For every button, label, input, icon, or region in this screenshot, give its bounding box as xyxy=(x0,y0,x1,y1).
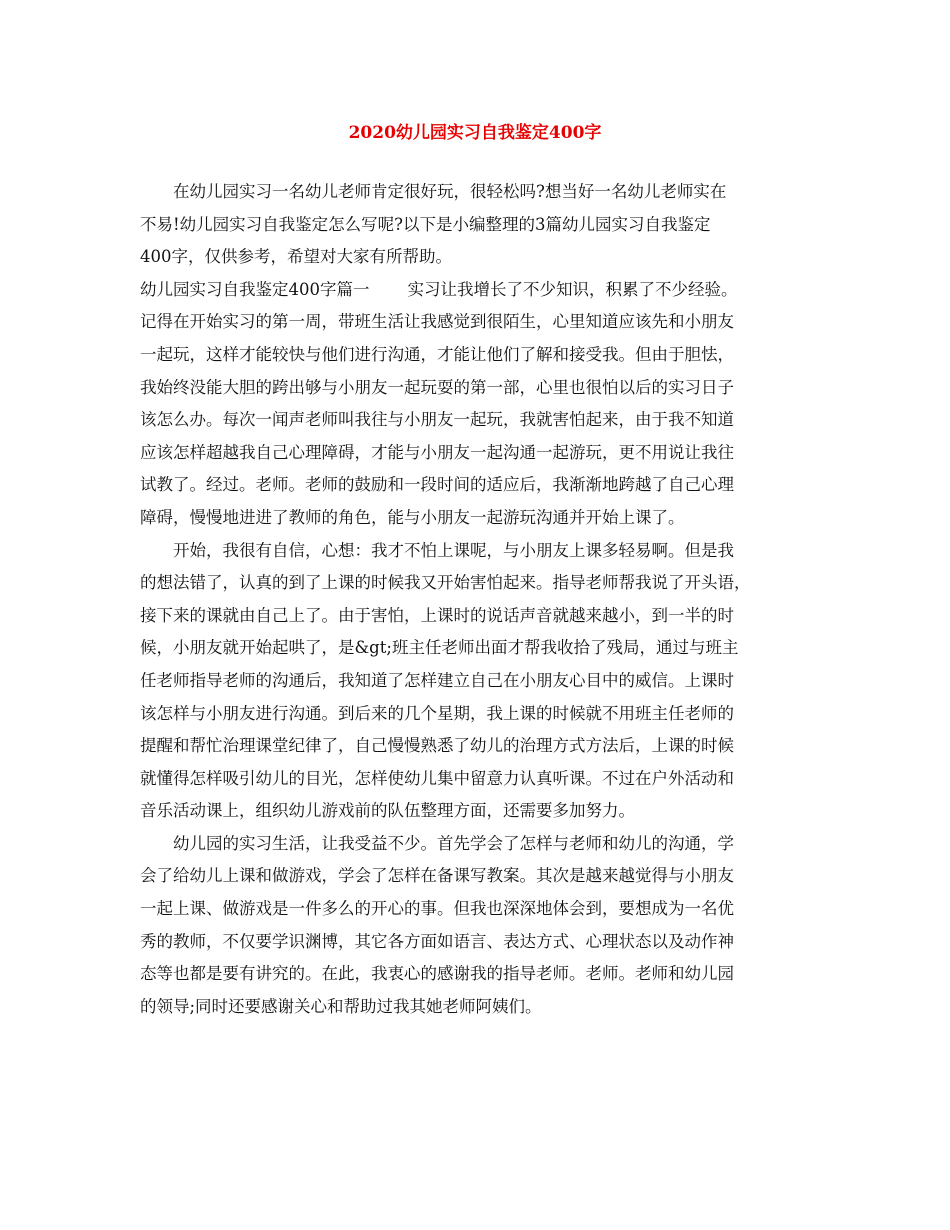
body-line: 试教了。经过。老师。老师的鼓励和一段时间的适应后，我渐渐地跨越了自己心理 xyxy=(140,475,734,495)
body-line: 该怎样与小朋友进行沟通。到后来的几个星期，我上课的时候就不用班主任老师的 xyxy=(140,703,734,723)
body-line: 400字，仅供参考，希望对大家有所帮助。 xyxy=(140,247,452,267)
body-line: 秀的教师，不仅要学识渊博，其它各方面如语言、表达方式、心理状态以及动作神 xyxy=(140,931,734,951)
section-first-sentence: 实习让我增长了不少知识，积累了不少经验。 xyxy=(407,279,738,299)
body-line: 不易!幼儿园实习自我鉴定怎么写呢?以下是小编整理的3篇幼儿园实习自我鉴定 xyxy=(140,214,711,234)
body-line: 开始，我很有自信，心想：我才不怕上课呢，与小朋友上课多轻易啊。但是我 xyxy=(173,540,734,560)
body-line: 候，小朋友就开始起哄了，是&gt;班主任老师出面才帮我收拾了残局，通过与班主 xyxy=(140,638,739,658)
body-line: 提醒和帮忙治理课堂纪律了，自己慢慢熟悉了幼儿的治理方式方法后，上课的时候 xyxy=(140,736,734,756)
section-heading: 幼儿园实习自我鉴定400字篇一 xyxy=(140,279,370,299)
body-line: 记得在开始实习的第一周，带班生活让我感觉到很陌生，心里知道应该先和小朋友 xyxy=(140,312,734,332)
body-line: 我始终没能大胆的跨出够与小朋友一起玩耍的第一部，心里也很怕以后的实习日子 xyxy=(140,377,734,397)
body-line: 障碍，慢慢地进进了教师的角色，能与小朋友一起游玩沟通并开始上课了。 xyxy=(140,507,685,527)
body-line: 接下来的课就由自己上了。由于害怕，上课时的说话声音就越来越小，到一半的时 xyxy=(140,605,734,625)
body-line: 就懂得怎样吸引幼儿的目光，怎样使幼儿集中留意力认真听课。不过在户外活动和 xyxy=(140,768,734,788)
body-line: 的想法错了，认真的到了上课的时候我又开始害怕起来。指导老师帮我说了开头语， xyxy=(140,573,751,593)
body-line: 该怎么办。每次一闻声老师叫我往与小朋友一起玩，我就害怕起来，由于我不知道 xyxy=(140,410,734,430)
body-line: 态等也都是要有讲究的。在此，我衷心的感谢我的指导老师。老师。老师和幼儿园 xyxy=(140,964,734,984)
document-body xyxy=(140,176,820,1023)
body-line: 会了给幼儿上课和做游戏，学会了怎样在备课写教案。其次是越来越觉得与小朋友 xyxy=(140,866,734,886)
body-line: 在幼儿园实习一名幼儿老师肯定很好玩，很轻松吗?想当好一名幼儿老师实在 xyxy=(173,182,727,201)
body-line: 任老师指导老师的沟通后，我知道了怎样建立自己在小朋友心目中的威信。上课时 xyxy=(140,670,734,690)
body-line: 音乐活动课上，组织幼儿游戏前的队伍整理方面，还需要多加努力。 xyxy=(140,801,635,821)
body-line-section-heading xyxy=(140,274,820,307)
body-line: 幼儿园的实习生活，让我受益不少。首先学会了怎样与老师和幼儿的沟通，学 xyxy=(173,833,734,853)
body-line: 应该怎样超越我自己心理障碍，才能与小朋友一起沟通一起游玩，更不用说让我往 xyxy=(140,442,734,462)
body-line: 一起玩，这样才能较快与他们进行沟通，才能让他们了解和接受我。但由于胆怯， xyxy=(140,344,734,364)
document-title: 2020幼儿园实习自我鉴定400字 xyxy=(348,123,602,143)
body-line: 一起上课、做游戏是一件多么的开心的事。但我也深深地体会到，要想成为一名优 xyxy=(140,899,734,919)
body-line: 的领导;同时还要感谢关心和帮助过我其她老师阿姨们。 xyxy=(140,996,542,1016)
